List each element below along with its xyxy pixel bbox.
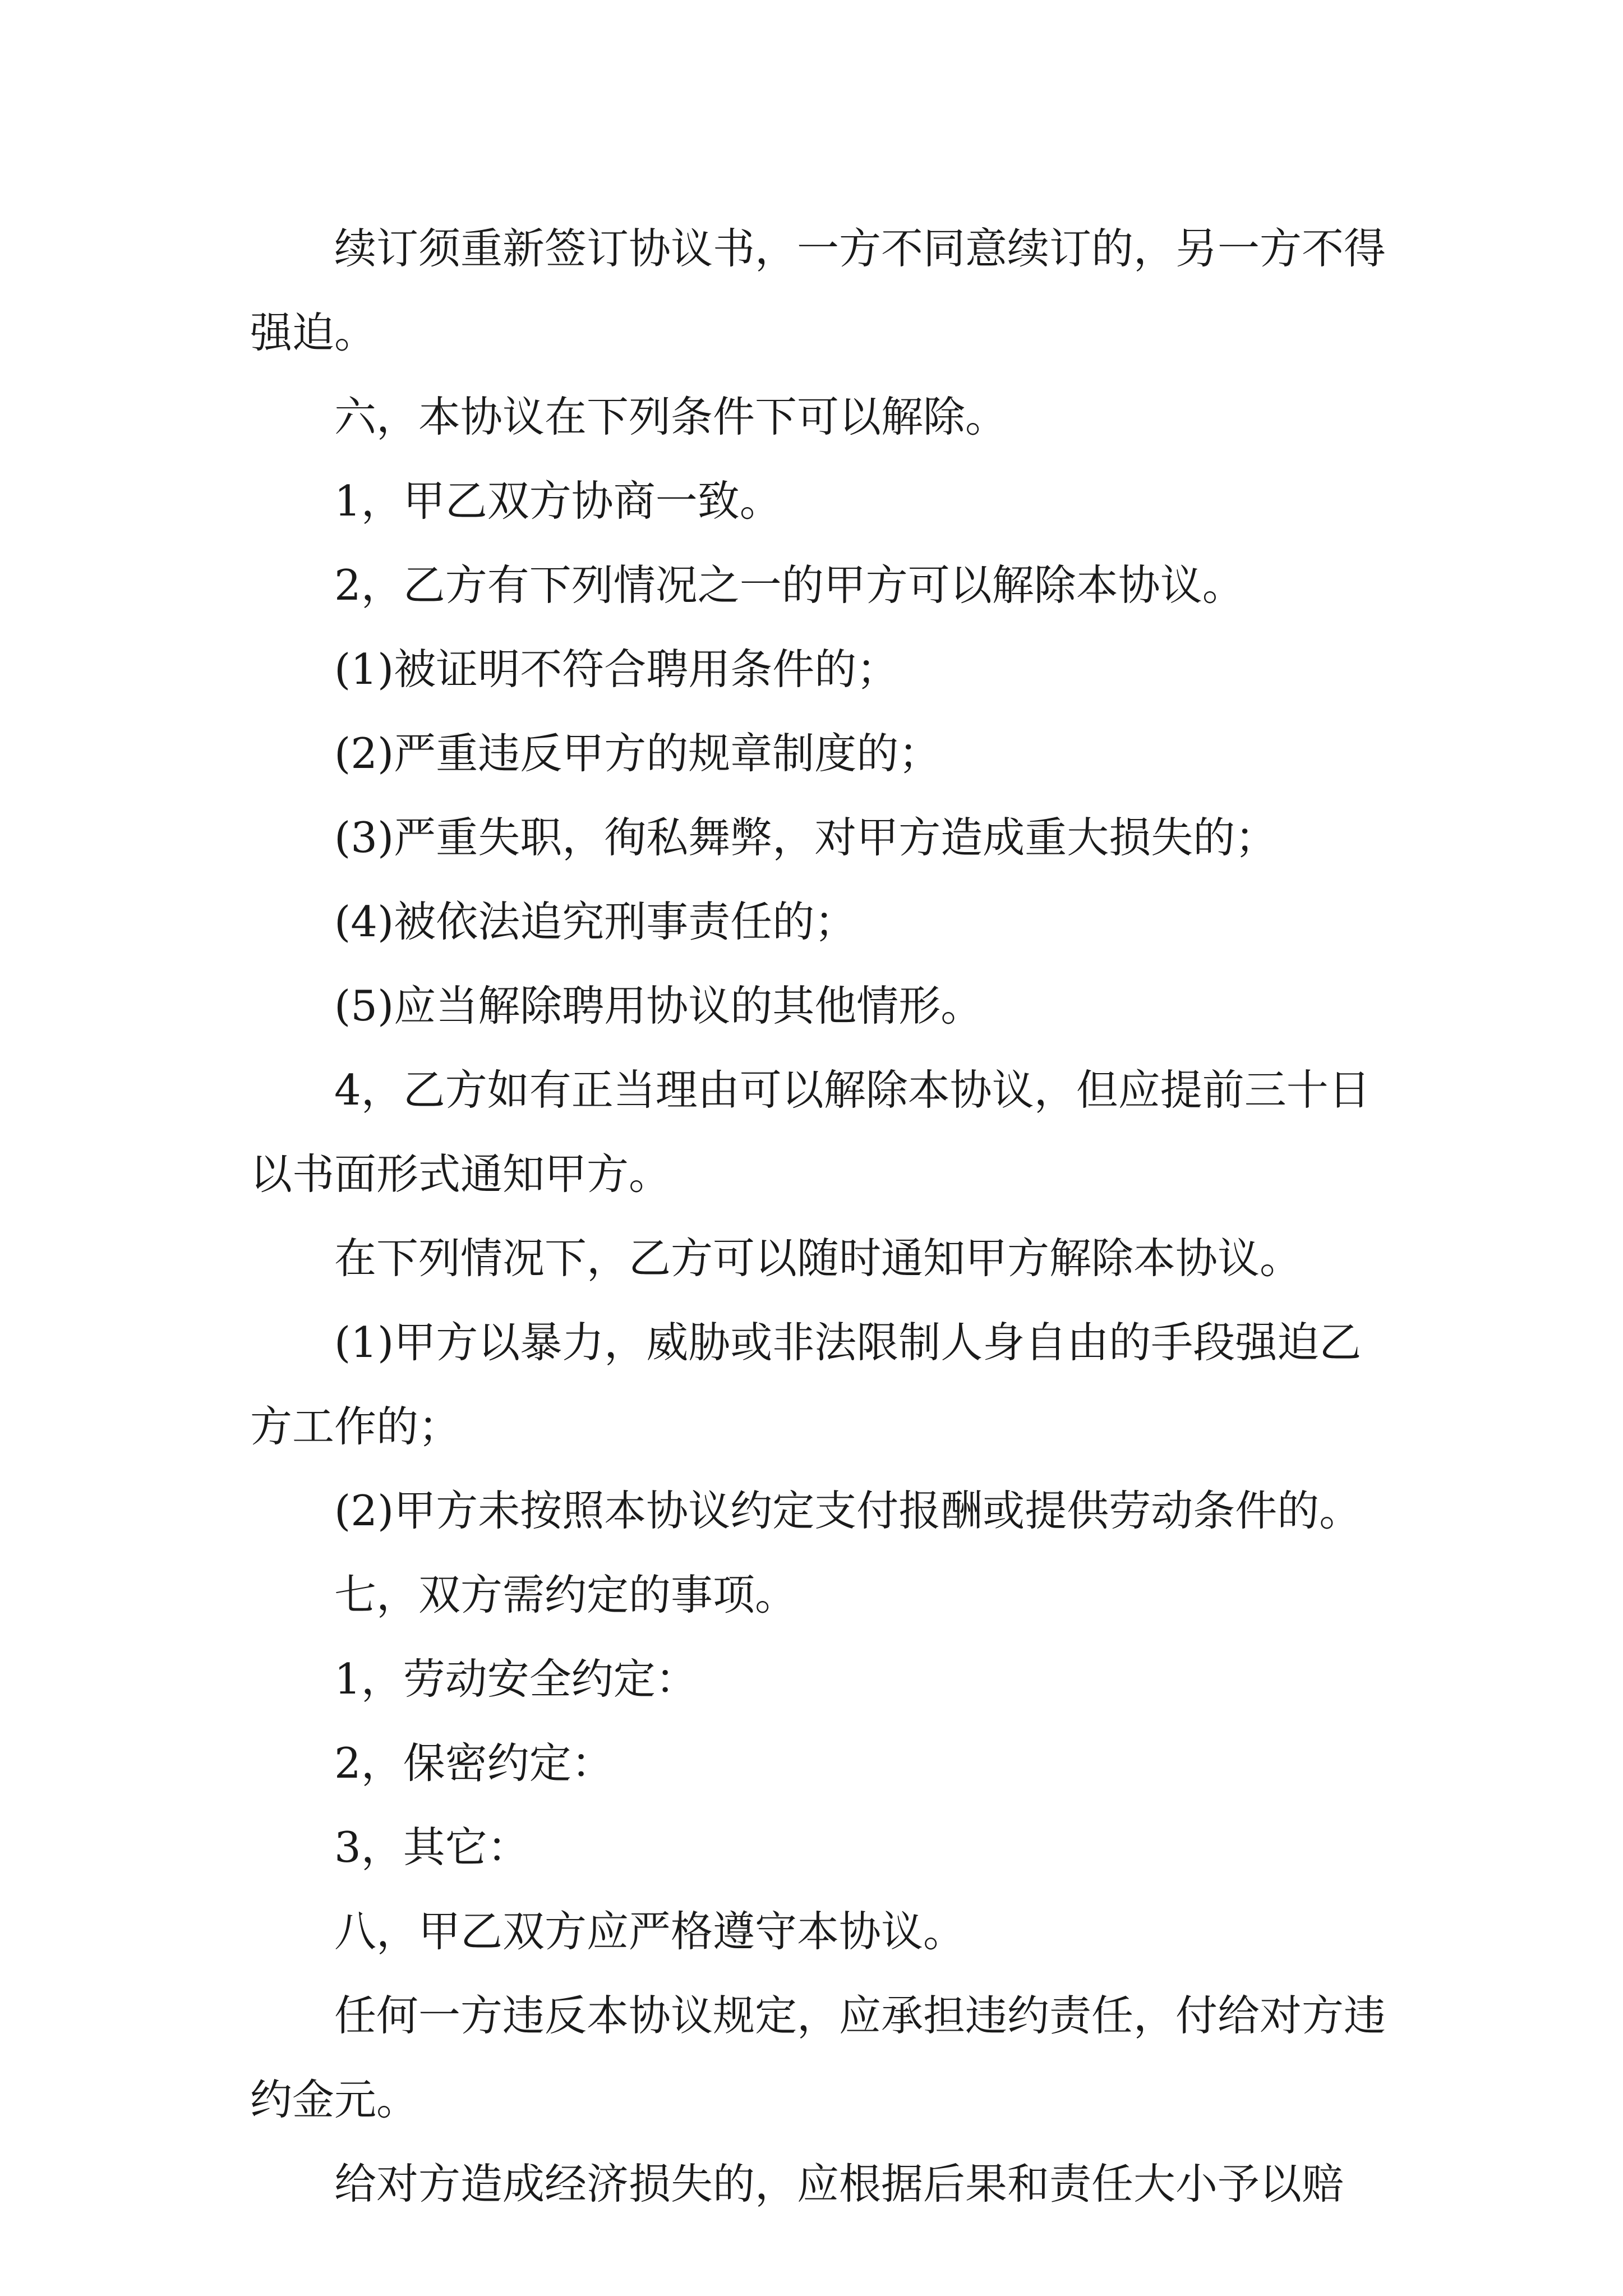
paragraph-subitem-3: (3)严重失职，徇私舞弊，对甲方造成重大损失的； [334,813,1278,862]
paragraph-safety: 1，劳动安全约定： [334,1654,698,1704]
paragraph-conditions: 在下列情况下，乙方可以随时通知甲方解除本协议。 [334,1234,1302,1283]
paragraph-section-seven: 七，双方需约定的事项。 [334,1570,797,1619]
paragraph-renewal: 续订须重新签订协议书，一方不同意续订的，另一方不得强迫。 [250,224,1386,357]
paragraph-confidentiality: 2，保密约定： [334,1738,614,1788]
paragraph-subitem-4: (4)被依法追究刑事责任的； [334,897,857,946]
paragraph-compensation: 给对方造成经济损失的，应根据后果和责任大小予以赔 [334,2159,1344,2208]
paragraph-section-six: 六，本协议在下列条件下可以解除。 [334,392,1008,441]
paragraph-condition-2: (2)甲方未按照本协议约定支付报酬或提供劳动条件的。 [334,1486,1362,1535]
paragraph-section-eight: 八，甲乙双方应严格遵守本协议。 [334,1907,966,1956]
paragraph-item-4: 4，乙方如有正当理由可以解除本协议，但应提前三十日以书面形式通知甲方。 [250,1065,1371,1199]
paragraph-subitem-1: (1)被证明不符合聘用条件的； [334,645,899,694]
paragraph-subitem-5: (5)应当解除聘用协议的其他情形。 [334,981,983,1030]
paragraph-other: 3，其它： [334,1823,529,1872]
paragraph-item-2: 2，乙方有下列情况之一的甲方可以解除本协议。 [334,560,1244,610]
document-body [250,206,1394,2226]
paragraph-condition-1: (1)甲方以暴力，威胁或非法限制人身自由的手段强迫乙方工作的； [250,1318,1362,1451]
paragraph-item-1: 1，甲乙双方协商一致。 [334,476,782,526]
paragraph-subitem-2: (2)严重违反甲方的规章制度的； [334,729,941,778]
paragraph-breach: 任何一方违反本协议规定，应承担违约责任，付给对方违约金元。 [250,1991,1386,2124]
